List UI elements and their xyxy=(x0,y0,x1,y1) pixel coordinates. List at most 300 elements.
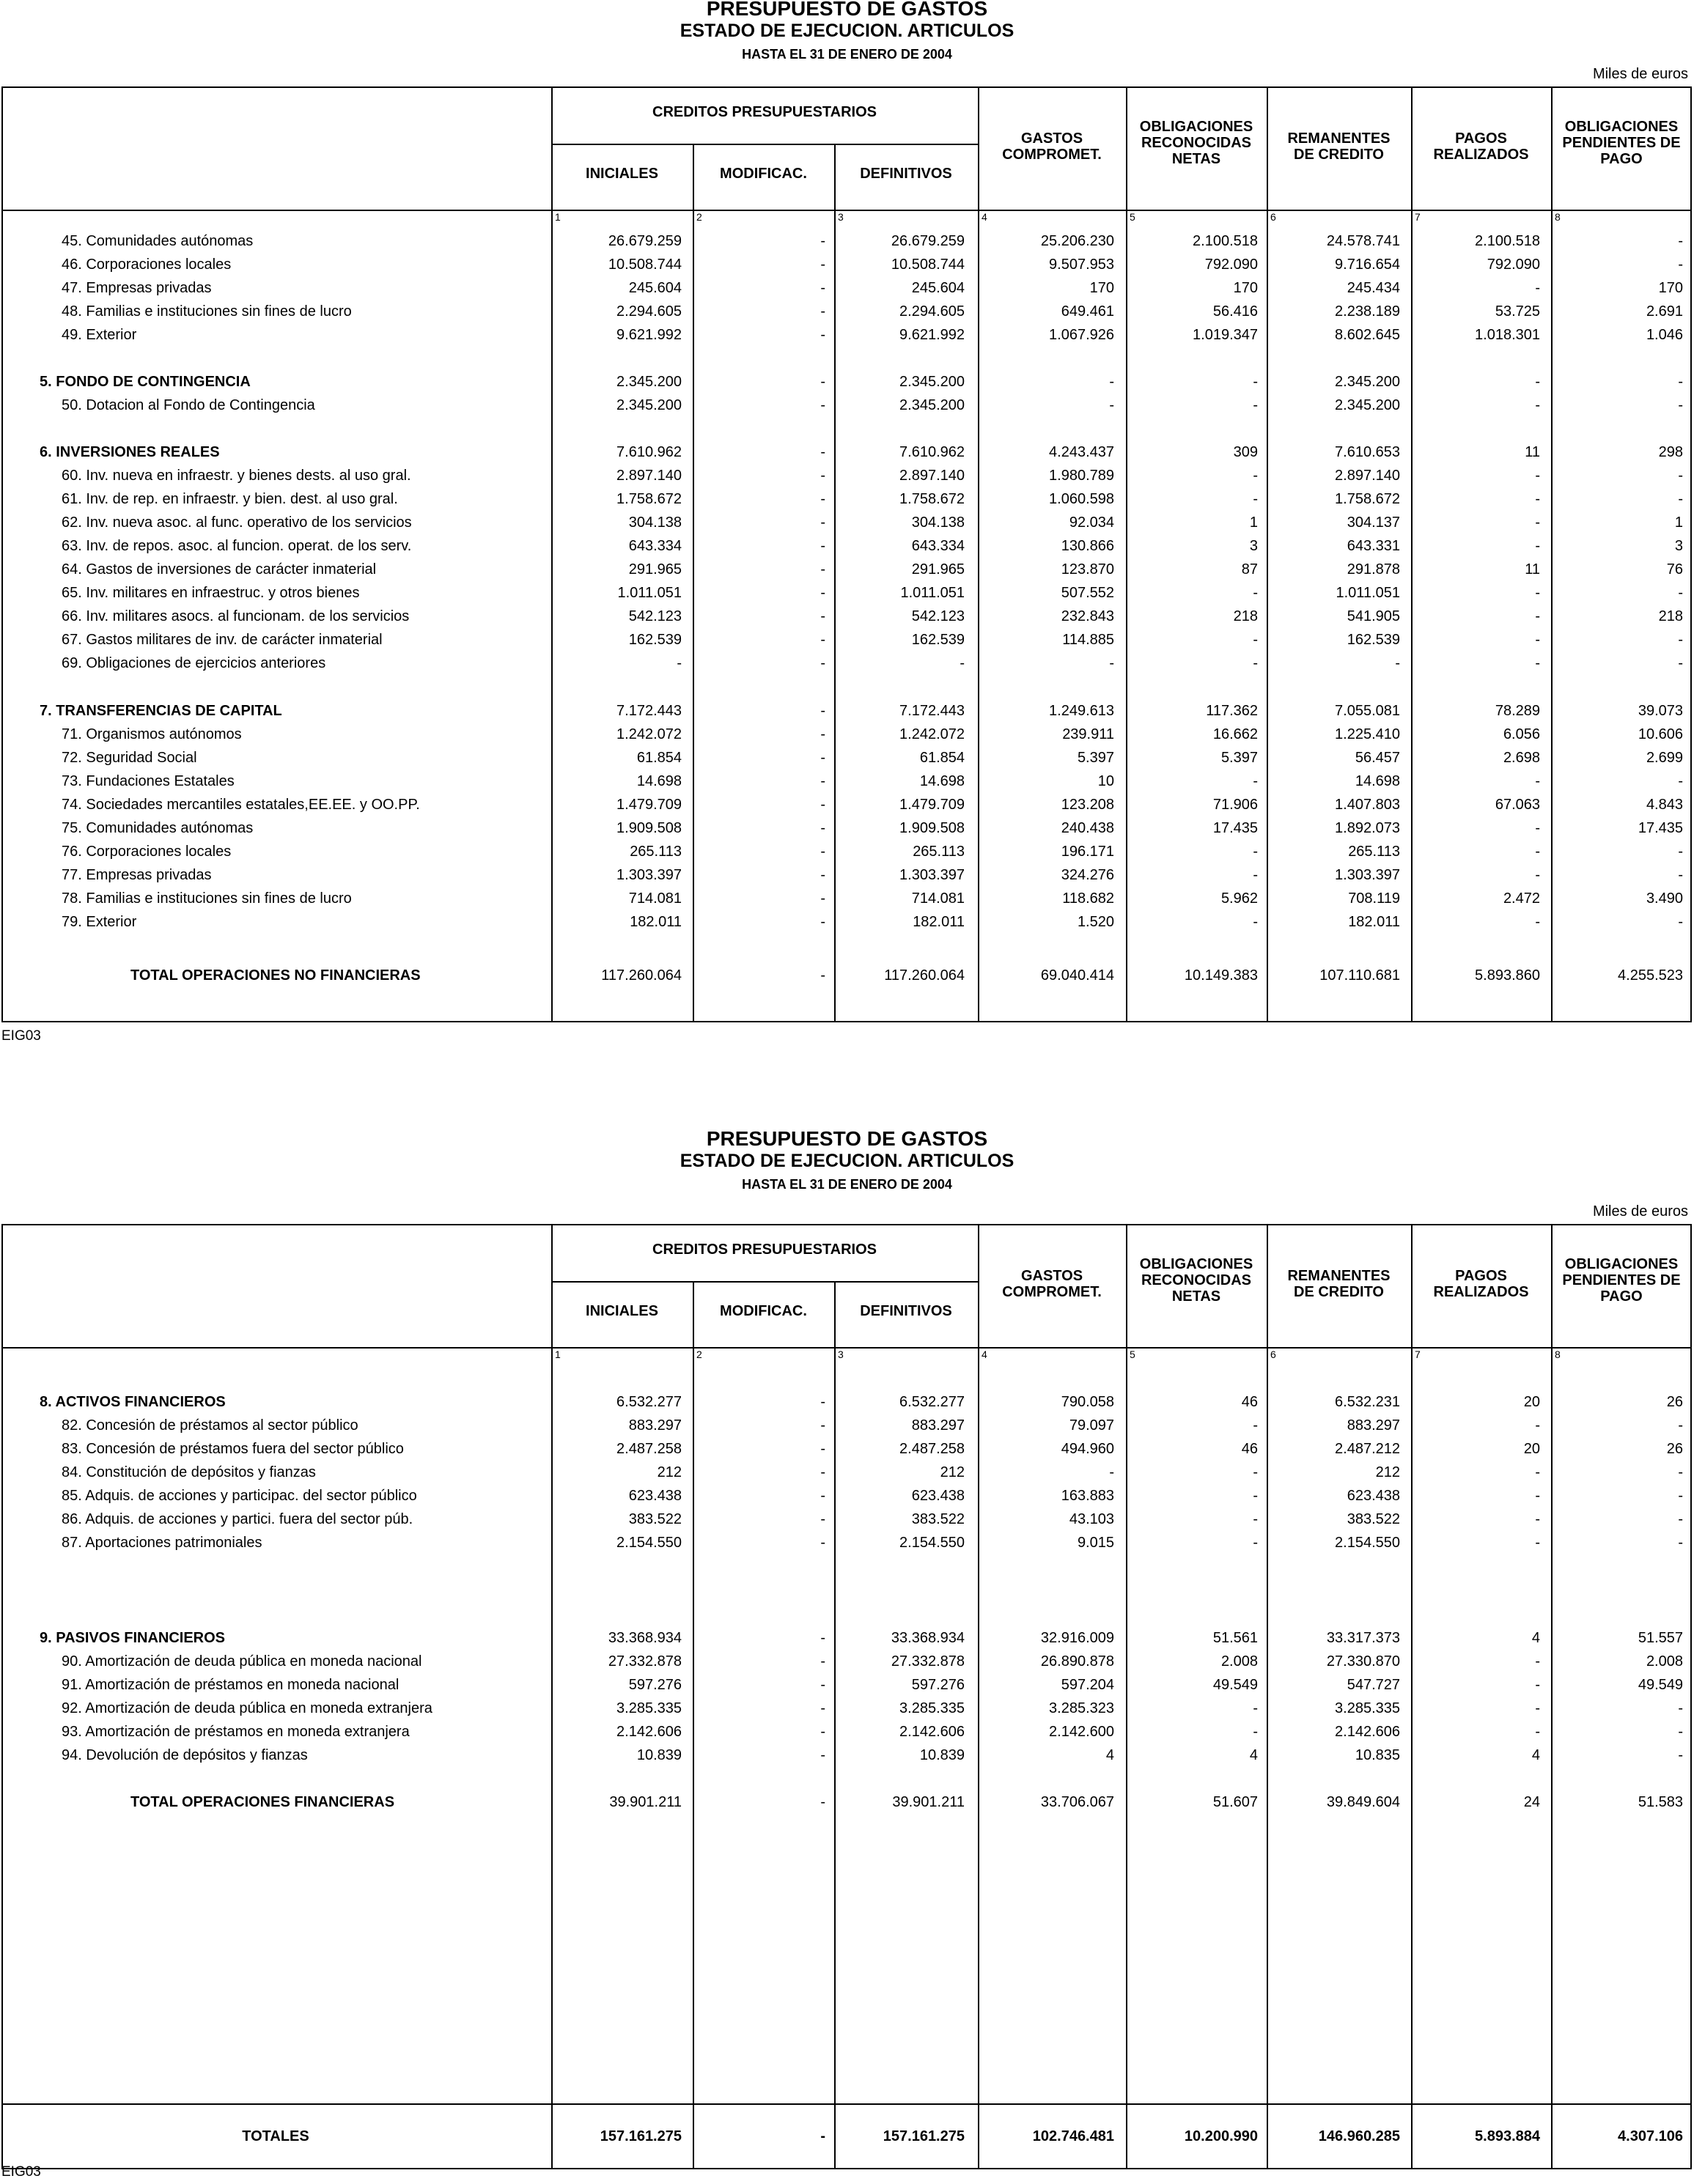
row-label: 6. INVERSIONES REALES xyxy=(40,444,220,460)
cell-col-4: 10 xyxy=(1097,773,1114,789)
col-iniciales: INICIALES xyxy=(586,166,658,182)
cell-col-2: - xyxy=(820,374,825,390)
cell-col-2: - xyxy=(820,1488,825,1504)
cell-col-4: 26.890.878 xyxy=(1040,1653,1114,1670)
cell-col-1: 883.297 xyxy=(628,1417,682,1434)
col-number: 3 xyxy=(838,1349,844,1360)
cell-col-1: 3.285.335 xyxy=(616,1700,682,1716)
row-label: 50. Dotacion al Fondo de Contingencia xyxy=(62,397,315,413)
cell-col-5: 218 xyxy=(1233,608,1258,624)
col-pagos xyxy=(1411,130,1551,163)
cell-col-7: - xyxy=(1535,585,1540,601)
cell-col-3: 162.539 xyxy=(911,632,965,648)
col-obligaciones xyxy=(1126,119,1267,167)
units-label: Miles de euros xyxy=(1592,66,1688,82)
cell-col-6: 1.892.073 xyxy=(1335,820,1400,836)
cell-col-8: 2.699 xyxy=(1646,750,1683,766)
col-number: 8 xyxy=(1555,211,1561,223)
cell-col-3: 7.610.962 xyxy=(899,444,965,460)
cell-col-8: - xyxy=(1678,468,1683,484)
row-label: 77. Empresas privadas xyxy=(62,867,212,883)
cell-col-4: 170 xyxy=(1089,280,1114,296)
cell-col-3: 623.438 xyxy=(911,1488,965,1504)
cell-col-1: 304.138 xyxy=(628,514,682,531)
report-title: PRESUPUESTO DE GASTOS xyxy=(706,0,988,20)
cell-col-2: - xyxy=(820,444,825,460)
cell-col-8: - xyxy=(1678,491,1683,507)
cell-col-2: - xyxy=(820,655,825,671)
cell-col-5: - xyxy=(1253,585,1258,601)
row-label: 61. Inv. de rep. en infraestr. y bien. dest. al uso gral. xyxy=(62,491,398,507)
col-number: 4 xyxy=(982,211,987,223)
cell-col-3: 39.901.211 xyxy=(892,1794,965,1810)
cell-col-1: 597.276 xyxy=(628,1677,682,1693)
row-label: 66. Inv. militares asocs. al funcionam. de los servicios xyxy=(62,608,410,624)
cell-col-1: 2.897.140 xyxy=(616,468,682,484)
cell-col-6: 146.960.285 xyxy=(1318,2128,1400,2144)
row-label: 84. Constitución de depósitos y fianzas xyxy=(62,1464,316,1480)
cell-col-7: 1.018.301 xyxy=(1475,327,1540,343)
cell-col-7: 5.893.860 xyxy=(1475,967,1540,984)
table-row xyxy=(0,230,1694,252)
cell-col-8: 1.046 xyxy=(1646,327,1683,343)
cell-col-3: 2.897.140 xyxy=(899,468,965,484)
cell-col-3: 27.332.878 xyxy=(891,1653,965,1670)
cell-col-4: - xyxy=(1109,1464,1114,1480)
totals-separator xyxy=(1,2103,1692,2105)
cell-col-4: 9.507.953 xyxy=(1049,257,1114,273)
cell-col-5: 1.019.347 xyxy=(1193,327,1258,343)
cell-col-7: - xyxy=(1535,1511,1540,1527)
cell-col-7: - xyxy=(1535,1653,1540,1670)
cell-col-1: 1.242.072 xyxy=(616,726,682,742)
cell-col-6: 883.297 xyxy=(1347,1417,1400,1434)
cell-col-8: 26 xyxy=(1666,1394,1683,1410)
cell-col-2: - xyxy=(820,773,825,789)
table-row xyxy=(0,1438,1694,1460)
table-row xyxy=(0,652,1694,674)
row-label: 65. Inv. militares en infraestruc. y otros bienes xyxy=(62,585,360,601)
cell-col-2: - xyxy=(820,608,825,624)
cell-col-7: - xyxy=(1535,1488,1540,1504)
cell-col-5: 49.549 xyxy=(1212,1677,1258,1693)
table-row xyxy=(0,300,1694,322)
table-row xyxy=(0,535,1694,557)
cell-col-5: 56.416 xyxy=(1212,303,1258,320)
col-divider xyxy=(1126,1224,1127,2169)
cell-col-7: 4 xyxy=(1531,1630,1540,1646)
cell-col-2: - xyxy=(820,561,825,578)
cell-col-5: - xyxy=(1253,632,1258,648)
cell-col-1: 2.294.605 xyxy=(616,303,682,320)
cell-col-5: - xyxy=(1253,914,1258,930)
table-row xyxy=(0,770,1694,792)
report-title: PRESUPUESTO DE GASTOS xyxy=(706,1127,988,1150)
col-pagos-line: PAGOS xyxy=(1455,130,1507,147)
cell-col-8: - xyxy=(1678,844,1683,860)
col-number: 7 xyxy=(1415,1349,1421,1360)
cell-col-5: 2.100.518 xyxy=(1193,233,1258,249)
cell-col-2: - xyxy=(820,750,825,766)
cell-col-1: 7.610.962 xyxy=(616,444,682,460)
cell-col-3: 9.621.992 xyxy=(899,327,965,343)
cell-col-8: - xyxy=(1678,867,1683,883)
cell-col-1: 2.487.258 xyxy=(616,1441,682,1457)
cell-col-1: 9.621.992 xyxy=(616,327,682,343)
cell-col-6: 1.225.410 xyxy=(1335,726,1400,742)
cell-col-7: - xyxy=(1535,773,1540,789)
cell-col-8: 2.691 xyxy=(1646,303,1683,320)
row-label: 91. Amortización de préstamos en moneda nacional xyxy=(62,1677,399,1693)
cell-col-2: - xyxy=(820,397,825,413)
col-number: 2 xyxy=(696,1349,702,1360)
footer-code: EIG03 xyxy=(1,1028,41,1044)
cell-col-1: 1.303.397 xyxy=(616,867,682,883)
cell-col-3: 10.839 xyxy=(919,1747,965,1763)
col-pendientes-line: OBLIGACIONES xyxy=(1564,119,1679,135)
col-obligaciones xyxy=(1126,1256,1267,1305)
col-divider xyxy=(978,1224,979,2169)
cell-col-2: - xyxy=(820,514,825,531)
cell-col-6: 2.238.189 xyxy=(1335,303,1400,320)
cell-col-5: 87 xyxy=(1241,561,1258,578)
col-remanentes-line: REMANENTES xyxy=(1287,1268,1391,1284)
col-number: 1 xyxy=(555,211,561,223)
row-label: 62. Inv. nueva asoc. al func. operativo de los servicios xyxy=(62,514,412,531)
table-row xyxy=(0,1721,1694,1743)
cell-col-4: 649.461 xyxy=(1061,303,1114,320)
cell-col-4: 114.885 xyxy=(1062,632,1114,648)
table-row xyxy=(0,817,1694,839)
cell-col-6: 643.331 xyxy=(1347,538,1400,554)
cell-col-1: 265.113 xyxy=(630,844,682,860)
cell-col-1: 27.332.878 xyxy=(608,1653,682,1670)
cell-col-7: - xyxy=(1535,1700,1540,1716)
cell-col-3: 182.011 xyxy=(913,914,965,930)
cell-col-6: 3.285.335 xyxy=(1335,1700,1400,1716)
col-group-creditos: CREDITOS PRESUPUESTARIOS xyxy=(652,1242,877,1258)
cell-col-6: 56.457 xyxy=(1355,750,1400,766)
cell-col-3: 542.123 xyxy=(911,608,965,624)
cell-col-3: 291.965 xyxy=(911,561,965,578)
col-pendientes-line: PAGO xyxy=(1600,1288,1643,1305)
cell-col-4: 232.843 xyxy=(1061,608,1114,624)
cell-col-1: 162.539 xyxy=(628,632,682,648)
cell-col-4: 507.552 xyxy=(1061,585,1114,601)
cell-col-3: 2.294.605 xyxy=(899,303,965,320)
cell-col-7: 4 xyxy=(1531,1747,1540,1763)
cell-col-3: 1.479.709 xyxy=(899,797,965,813)
col-pendientes xyxy=(1551,1256,1692,1305)
table-row xyxy=(0,1697,1694,1719)
row-label: TOTAL OPERACIONES FINANCIERAS xyxy=(130,1794,395,1810)
total-row xyxy=(0,1791,1694,1813)
cell-col-1: 10.839 xyxy=(636,1747,682,1763)
cell-col-7: 78.289 xyxy=(1495,703,1540,719)
cell-col-3: 14.698 xyxy=(919,773,965,789)
table-row xyxy=(0,1508,1694,1530)
cell-col-7: 24 xyxy=(1523,1794,1540,1810)
cell-col-3: 33.368.934 xyxy=(891,1630,965,1646)
cell-col-2: - xyxy=(820,1441,825,1457)
cell-col-1: 383.522 xyxy=(628,1511,682,1527)
table-row xyxy=(0,1650,1694,1672)
cell-col-4: 3.285.323 xyxy=(1049,1700,1114,1716)
table-row xyxy=(0,629,1694,651)
table-row xyxy=(0,1674,1694,1696)
cell-col-3: 2.345.200 xyxy=(899,397,965,413)
row-label: 93. Amortización de préstamos en moneda extranjera xyxy=(62,1724,410,1740)
cell-col-8: - xyxy=(1678,655,1683,671)
col-number: 6 xyxy=(1270,211,1276,223)
cell-col-3: 245.604 xyxy=(911,280,965,296)
cell-col-3: 7.172.443 xyxy=(899,703,965,719)
cell-col-6: 7.055.081 xyxy=(1335,703,1400,719)
cell-col-8: - xyxy=(1678,773,1683,789)
col-number: 3 xyxy=(838,211,844,223)
cell-col-7: - xyxy=(1535,1724,1540,1740)
col-definitivos: DEFINITIVOS xyxy=(860,166,952,182)
col-gastos xyxy=(978,130,1126,163)
cell-col-3: 714.081 xyxy=(911,890,965,907)
cell-col-1: 26.679.259 xyxy=(608,233,682,249)
col-number: 2 xyxy=(696,211,702,223)
cell-col-3: - xyxy=(960,655,965,671)
row-label: 64. Gastos de inversiones de carácter inmaterial xyxy=(62,561,377,578)
col-gastos-line: GASTOS xyxy=(1020,1268,1083,1284)
cell-col-6: 24.578.741 xyxy=(1326,233,1400,249)
row-label: 5. FONDO DE CONTINGENCIA xyxy=(40,374,251,390)
col-oblig-line: RECONOCIDAS xyxy=(1141,1272,1251,1288)
cell-col-1: 2.142.606 xyxy=(616,1724,682,1740)
table-row xyxy=(0,582,1694,604)
cell-col-5: 2.008 xyxy=(1220,1653,1258,1670)
cell-col-8: - xyxy=(1678,1700,1683,1716)
row-label: 92. Amortización de deuda pública en moneda extranjera xyxy=(62,1700,432,1716)
cell-col-5: 792.090 xyxy=(1204,257,1258,273)
row-label: 72. Seguridad Social xyxy=(62,750,197,766)
cell-col-7: 2.472 xyxy=(1503,890,1540,907)
cell-col-8: - xyxy=(1678,585,1683,601)
col-gastos-line: GASTOS xyxy=(1020,130,1083,147)
cell-col-5: 4 xyxy=(1249,1747,1258,1763)
col-pagos xyxy=(1411,1268,1551,1300)
table-row xyxy=(0,864,1694,886)
cell-col-5: - xyxy=(1253,773,1258,789)
cell-col-6: 212 xyxy=(1375,1464,1400,1480)
cell-col-7: 2.698 xyxy=(1503,750,1540,766)
cell-col-3: 883.297 xyxy=(911,1417,965,1434)
col-pendientes-line: PENDIENTES DE xyxy=(1562,135,1681,151)
row-label: 76. Corporaciones locales xyxy=(62,844,232,860)
report-period: HASTA EL 31 DE ENERO DE 2004 xyxy=(742,1177,952,1192)
cell-col-1: 212 xyxy=(657,1464,682,1480)
col-group-creditos: CREDITOS PRESUPUESTARIOS xyxy=(652,104,877,120)
cell-col-5: 117.362 xyxy=(1206,703,1258,719)
col-pendientes-line: OBLIGACIONES xyxy=(1564,1256,1679,1272)
row-label: 46. Corporaciones locales xyxy=(62,257,232,273)
cell-col-2: - xyxy=(820,2128,825,2144)
col-divider xyxy=(1267,1224,1268,2169)
cell-col-4: 1.980.789 xyxy=(1049,468,1114,484)
cell-col-2: - xyxy=(820,1535,825,1551)
cell-col-2: - xyxy=(820,327,825,343)
cell-col-4: 1.249.613 xyxy=(1049,703,1114,719)
cell-col-8: - xyxy=(1678,632,1683,648)
cell-col-4: 123.208 xyxy=(1061,797,1114,813)
group-separator xyxy=(551,144,978,145)
cell-col-7: 67.063 xyxy=(1495,797,1540,813)
cell-col-2: - xyxy=(820,1724,825,1740)
cell-col-5: - xyxy=(1253,1511,1258,1527)
cell-col-5: - xyxy=(1253,491,1258,507)
cell-col-6: 291.878 xyxy=(1347,561,1400,578)
table-row xyxy=(0,1485,1694,1507)
cell-col-5: 1 xyxy=(1249,514,1258,531)
cell-col-2: - xyxy=(820,468,825,484)
cell-col-4: 1.520 xyxy=(1077,914,1114,930)
cell-col-7: 11 xyxy=(1525,444,1540,460)
cell-col-6: 2.154.550 xyxy=(1335,1535,1400,1551)
cell-col-2: - xyxy=(820,797,825,813)
cell-col-2: - xyxy=(820,280,825,296)
col-oblig-line: RECONOCIDAS xyxy=(1141,135,1251,151)
cell-col-6: 2.345.200 xyxy=(1335,374,1400,390)
row-label: 9. PASIVOS FINANCIEROS xyxy=(40,1630,226,1646)
cell-col-1: 14.698 xyxy=(636,773,682,789)
cell-col-3: 2.142.606 xyxy=(899,1724,965,1740)
cell-col-3: 2.345.200 xyxy=(899,374,965,390)
col-number: 8 xyxy=(1555,1349,1561,1360)
header-separator xyxy=(1,1347,1692,1349)
col-number: 5 xyxy=(1130,1349,1135,1360)
cell-col-8: - xyxy=(1678,1417,1683,1434)
cell-col-7: - xyxy=(1535,397,1540,413)
row-label: 94. Devolución de depósitos y fianzas xyxy=(62,1747,308,1763)
cell-col-3: 1.011.051 xyxy=(900,585,965,601)
cell-col-8: 298 xyxy=(1658,444,1683,460)
cell-col-4: 5.397 xyxy=(1077,750,1114,766)
cell-col-4: 1.067.926 xyxy=(1049,327,1114,343)
cell-col-4: 2.142.600 xyxy=(1049,1724,1114,1740)
cell-col-4: 790.058 xyxy=(1061,1394,1114,1410)
cell-col-1: 2.154.550 xyxy=(616,1535,682,1551)
cell-col-3: 304.138 xyxy=(911,514,965,531)
col-pagos-line: REALIZADOS xyxy=(1433,1284,1529,1300)
cell-col-5: - xyxy=(1253,468,1258,484)
table-row xyxy=(0,605,1694,627)
cell-col-1: 291.965 xyxy=(628,561,682,578)
cell-col-4: 239.911 xyxy=(1062,726,1114,742)
cell-col-5: 10.149.383 xyxy=(1184,967,1258,984)
col-number: 7 xyxy=(1415,211,1421,223)
table-row xyxy=(0,911,1694,933)
cell-col-2: - xyxy=(820,914,825,930)
cell-col-4: 102.746.481 xyxy=(1032,2128,1114,2144)
cell-col-1: 643.334 xyxy=(628,538,682,554)
cell-col-8: - xyxy=(1678,233,1683,249)
table-row xyxy=(0,747,1694,769)
cell-col-5: 309 xyxy=(1233,444,1258,460)
footer-code: EIG03 xyxy=(1,2164,41,2180)
cell-col-8: 10.606 xyxy=(1638,726,1683,742)
cell-col-4: 25.206.230 xyxy=(1040,233,1114,249)
cell-col-7: - xyxy=(1535,632,1540,648)
cell-col-5: 5.962 xyxy=(1220,890,1258,907)
cell-col-6: 7.610.653 xyxy=(1335,444,1400,460)
cell-col-3: 157.161.275 xyxy=(883,2128,965,2144)
cell-col-1: 2.345.200 xyxy=(616,397,682,413)
col-oblig-line: OBLIGACIONES xyxy=(1139,1256,1253,1272)
cell-col-1: 117.260.064 xyxy=(601,967,682,984)
cell-col-8: 3.490 xyxy=(1646,890,1683,907)
col-divider xyxy=(1411,1224,1413,2169)
cell-col-5: - xyxy=(1253,397,1258,413)
cell-col-7: - xyxy=(1535,867,1540,883)
cell-col-7: - xyxy=(1535,538,1540,554)
total-row xyxy=(0,964,1694,986)
row-label: 45. Comunidades autónomas xyxy=(62,233,254,249)
cell-col-8: 1 xyxy=(1674,514,1683,531)
cell-col-5: 46 xyxy=(1241,1394,1258,1410)
cell-col-2: - xyxy=(820,1464,825,1480)
cell-col-2: - xyxy=(820,1394,825,1410)
cell-col-2: - xyxy=(820,585,825,601)
cell-col-6: 541.905 xyxy=(1347,608,1400,624)
cell-col-2: - xyxy=(820,820,825,836)
cell-col-7: - xyxy=(1535,280,1540,296)
section-row xyxy=(0,1627,1694,1649)
col-gastos-line: COMPROMET. xyxy=(1002,1284,1102,1300)
row-label: 90. Amortización de deuda pública en moneda nacional xyxy=(62,1653,422,1670)
cell-col-1: 7.172.443 xyxy=(616,703,682,719)
grand-total-row xyxy=(0,2125,1694,2147)
cell-col-3: 6.532.277 xyxy=(899,1394,965,1410)
header-separator xyxy=(1,210,1692,211)
cell-col-4: 92.034 xyxy=(1069,514,1114,531)
cell-col-5: 71.906 xyxy=(1212,797,1258,813)
cell-col-8: - xyxy=(1678,257,1683,273)
cell-col-5: - xyxy=(1253,867,1258,883)
cell-col-7: 53.725 xyxy=(1495,303,1540,320)
cell-col-2: - xyxy=(820,967,825,984)
cell-col-6: - xyxy=(1395,655,1400,671)
cell-col-6: 1.011.051 xyxy=(1336,585,1400,601)
cell-col-8: 4.843 xyxy=(1646,797,1683,813)
cell-col-7: 5.893.884 xyxy=(1475,2128,1540,2144)
row-label: 78. Familias e instituciones sin fines de lucro xyxy=(62,890,352,907)
cell-col-7: - xyxy=(1535,914,1540,930)
cell-col-1: - xyxy=(677,655,682,671)
cell-col-3: 26.679.259 xyxy=(891,233,965,249)
group-separator xyxy=(551,1281,978,1283)
cell-col-6: 107.110.681 xyxy=(1319,967,1400,984)
cell-col-7: - xyxy=(1535,514,1540,531)
table-row xyxy=(0,723,1694,745)
cell-col-5: 51.607 xyxy=(1212,1794,1258,1810)
cell-col-7: - xyxy=(1535,468,1540,484)
cell-col-1: 6.532.277 xyxy=(616,1394,682,1410)
row-label: 69. Obligaciones de ejercicios anteriores xyxy=(62,655,326,671)
cell-col-8: 51.557 xyxy=(1638,1630,1683,1646)
cell-col-4: 69.040.414 xyxy=(1040,967,1114,984)
cell-col-4: 196.171 xyxy=(1061,844,1114,860)
cell-col-5: 16.662 xyxy=(1212,726,1258,742)
col-gastos-line: COMPROMET. xyxy=(1002,147,1102,163)
col-oblig-line: NETAS xyxy=(1171,1288,1221,1305)
report-subtitle: ESTADO DE EJECUCION. ARTICULOS xyxy=(680,1151,1014,1171)
cell-col-5: 46 xyxy=(1241,1441,1258,1457)
